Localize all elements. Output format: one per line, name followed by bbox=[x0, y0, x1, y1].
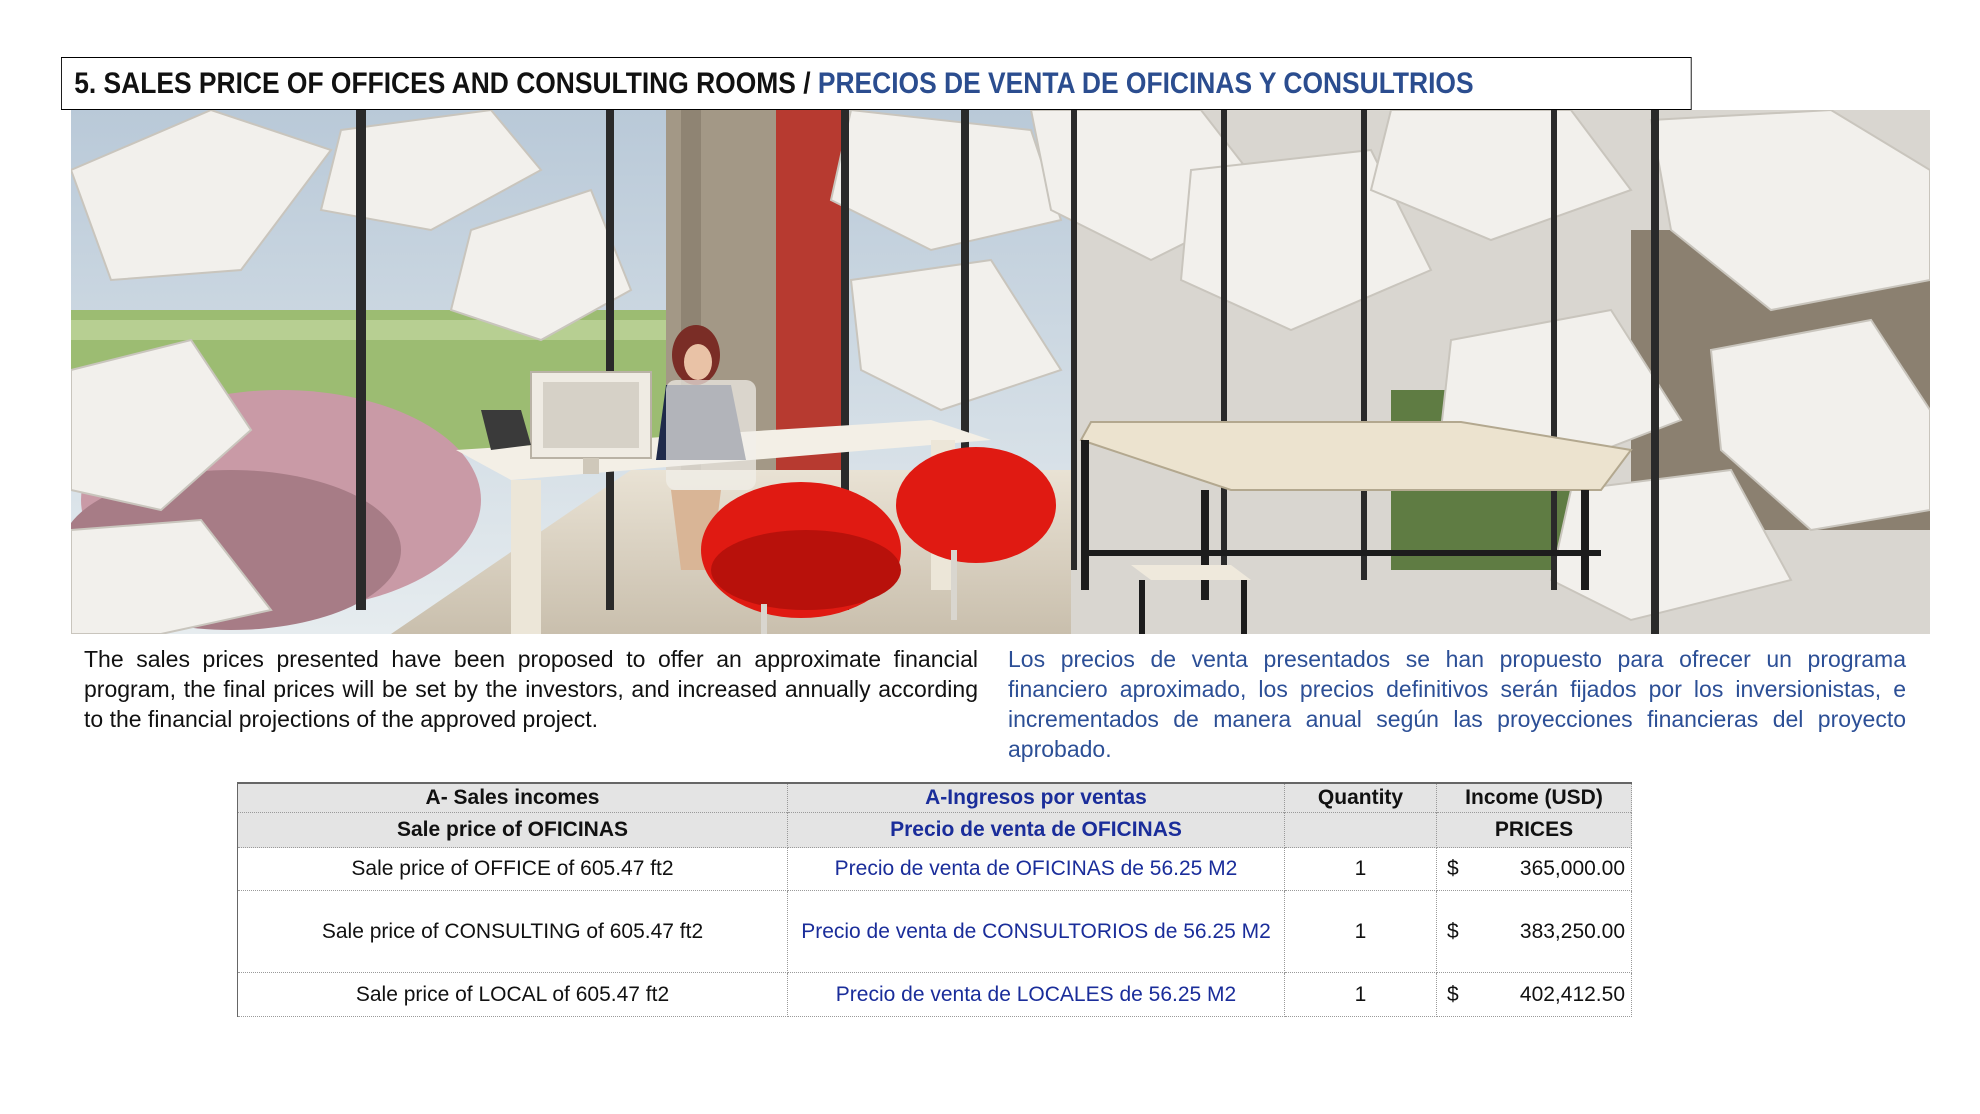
table-row bbox=[238, 848, 1632, 891]
table-header-row bbox=[238, 783, 1632, 813]
subheader-prices: PRICES bbox=[1437, 813, 1632, 848]
row-label-es: Precio de venta de CONSULTORIOS de 56.25 M2 bbox=[788, 891, 1285, 973]
currency-symbol: $ bbox=[1447, 857, 1459, 880]
sales-price-table bbox=[237, 782, 1632, 1017]
table-subheader-row bbox=[238, 813, 1632, 848]
description-spanish: Los precios de venta presentados se han propuesto para ofrecer un programa financiero aproximado, los precios definitivos serán fijados por los inversionistas, e incrementados de manera anual según las proyecciones financieras del proyecto aprobado. bbox=[1008, 646, 1906, 762]
row-price bbox=[1437, 848, 1632, 891]
title-spanish: PRECIOS DE VENTA DE OFICINAS Y CONSULTRIOS bbox=[817, 66, 1474, 100]
row-label-en: Sale price of OFFICE of 605.47 ft2 bbox=[238, 848, 788, 891]
header-quantity: Quantity bbox=[1285, 783, 1437, 813]
row-label-es: Precio de venta de LOCALES de 56.25 M2 bbox=[788, 973, 1285, 1017]
currency-symbol: $ bbox=[1447, 919, 1459, 943]
subheader-quantity-empty bbox=[1285, 813, 1437, 848]
row-label-en: Sale price of LOCAL of 605.47 ft2 bbox=[238, 973, 788, 1017]
row-quantity: 1 bbox=[1285, 973, 1437, 1017]
row-price bbox=[1437, 973, 1632, 1017]
title-separator: / bbox=[795, 66, 818, 100]
subheader-sale-price-oficinas: Sale price of OFICINAS bbox=[238, 813, 788, 848]
row-price bbox=[1437, 891, 1632, 973]
header-income-usd: Income (USD) bbox=[1437, 783, 1632, 813]
title-english: 5. SALES PRICE OF OFFICES AND CONSULTING ROOMS bbox=[74, 66, 796, 100]
page-title bbox=[61, 57, 1692, 110]
sales-table-container bbox=[237, 782, 1631, 1017]
row-quantity: 1 bbox=[1285, 891, 1437, 973]
price-amount: 383,250.00 bbox=[1519, 919, 1625, 943]
table-row bbox=[238, 891, 1632, 973]
header-ingresos-por-ventas: A-Ingresos por ventas bbox=[788, 783, 1285, 813]
table-row bbox=[238, 973, 1632, 1017]
price-amount: 402,412.50 bbox=[1519, 982, 1625, 1006]
price-amount: 365,000.00 bbox=[1519, 857, 1625, 880]
row-label-en: Sale price of CONSULTING of 605.47 ft2 bbox=[238, 891, 788, 973]
office-rendering-illustration bbox=[71, 110, 1930, 634]
row-label-es: Precio de venta de OFICINAS de 56.25 M2 bbox=[788, 848, 1285, 891]
office-rendering-image bbox=[71, 110, 1930, 634]
description-english: The sales prices presented have been proposed to offer an approximate financial program, the final prices will be set by the investors, and increased annually according to the financial projections of the approved project. bbox=[84, 646, 978, 732]
row-quantity: 1 bbox=[1285, 848, 1437, 891]
subheader-precio-de-venta-oficinas: Precio de venta de OFICINAS bbox=[788, 813, 1285, 848]
currency-symbol: $ bbox=[1447, 982, 1459, 1006]
header-sales-incomes: A- Sales incomes bbox=[238, 783, 788, 813]
